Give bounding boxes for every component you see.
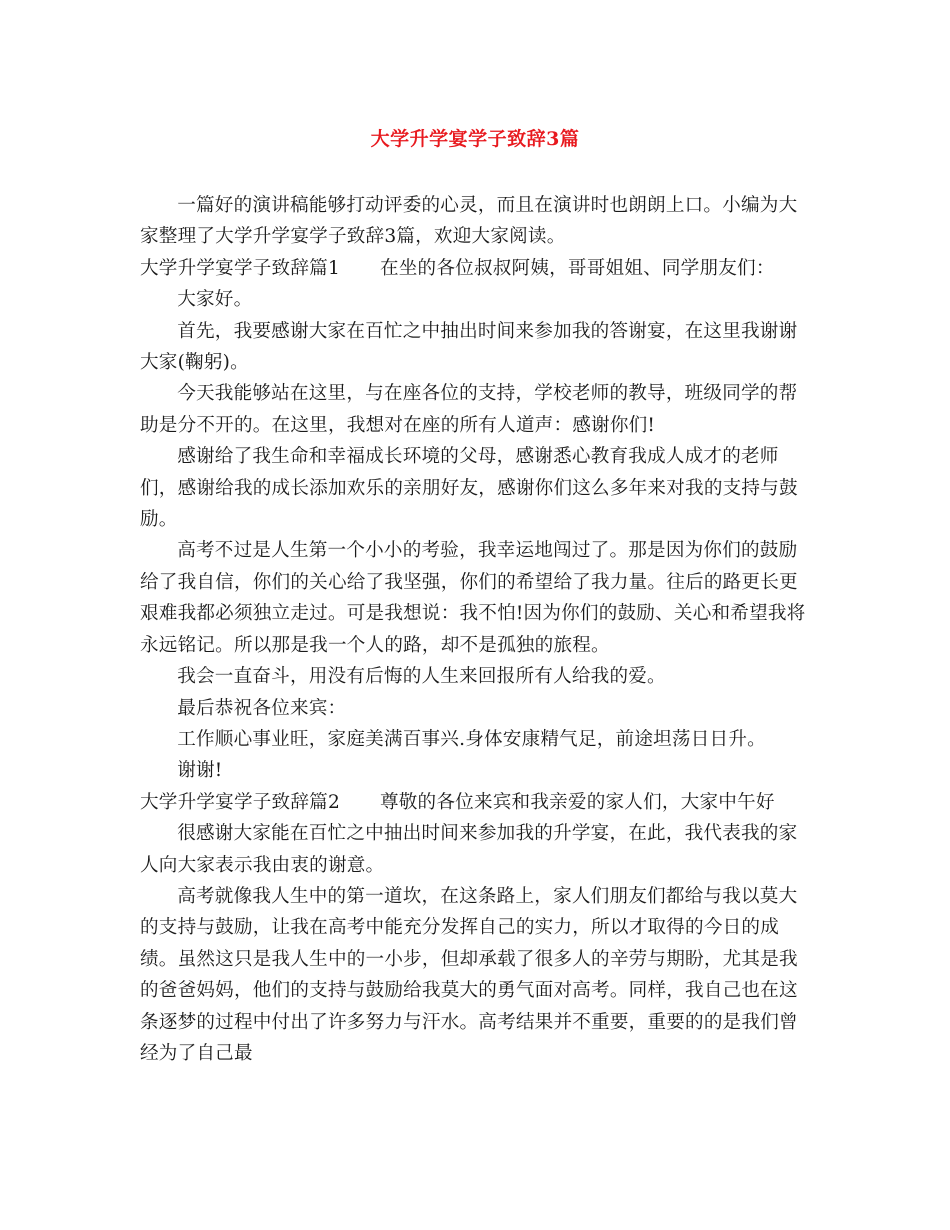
speech1-heading-line bbox=[140, 253, 812, 284]
speech1-paragraph: 高考不过是人生第一个小小的考验，我幸运地闯过了。那是因为你们的鼓励给了我自信，你们的关心给了我坚强，你们的希望给了我力量。往后的路更长更艰难我都必须独立走过。可是我想说：我不怕!因为你们的鼓励、关心和希望我将永远铭记。所以那是我一个人的路，却不是孤独的旅程。 bbox=[140, 540, 806, 656]
document-title: 大学升学宴学子致辞3篇 bbox=[370, 128, 580, 150]
speech1-paragraph: 大家好。 bbox=[177, 289, 253, 311]
speech1-paragraph: 今天我能够站在这里，与在座各位的支持，学校老师的教导，班级同学的帮助是分不开的。在这里，我想对在座的所有人道声：感谢你们! bbox=[140, 383, 798, 436]
document-body bbox=[140, 190, 812, 1069]
speech1-paragraph: 最后恭祝各位来宾： bbox=[177, 697, 347, 719]
speech1-paragraph: 首先，我要感谢大家在百忙之中抽出时间来参加我的答谢宴，在这里我谢谢大家(鞠躬)。 bbox=[140, 320, 798, 374]
speech2-heading-line bbox=[140, 787, 812, 818]
speech1-paragraph: 感谢给了我生命和幸福成长环境的父母，感谢悉心教育我成人成才的老师们，感谢给我的成长添加欢乐的亲朋好友，感谢你们这么多年来对我的支持与鼓励。 bbox=[140, 446, 798, 531]
intro-paragraph: 一篇好的演讲稿能够打动评委的心灵，而且在演讲时也朗朗上口。小编为大家整理了大学升学宴学子致辞3篇，欢迎大家阅读。 bbox=[140, 195, 798, 248]
speech2-paragraph: 高考就像我人生中的第一道坎，在这条路上，家人们朋友们都给与我以莫大的支持与鼓励，让我在高考中能充分发挥自己的实力，所以才取得的今日的成绩。虽然这只是我人生中的一小步，但却承载了很多人的辛劳与期盼，尤其是我的爸爸妈妈，他们的支持与鼓励给我莫大的勇气面对高考。同样，我自己也在这条逐梦的过程中付出了许多努力与汗水。高考结果并不重要，重要的的是我们曾经为了自己最 bbox=[140, 885, 798, 1064]
speech2-paragraph: 很感谢大家能在百忙之中抽出时间来参加我的升学宴，在此，我代表我的家人向大家表示我由衷的谢意。 bbox=[140, 823, 798, 876]
speech1-opening: 在坐的各位叔叔阿姨，哥哥姐姐、同学朋友们： bbox=[379, 257, 775, 279]
speech1-paragraph: 我会一直奋斗，用没有后悔的人生来回报所有人给我的爱。 bbox=[177, 666, 666, 688]
speech1-paragraph: 谢谢! bbox=[177, 760, 223, 782]
speech1-paragraph: 工作顺心事业旺，家庭美满百事兴.身体安康精气足，前途坦荡日日升。 bbox=[177, 728, 766, 750]
speech2-opening: 尊敬的各位来宾和我亲爱的家人们，大家中午好 bbox=[379, 791, 775, 813]
speech2-heading: 大学升学宴学子致辞篇2 bbox=[140, 791, 340, 813]
speech1-heading: 大学升学宴学子致辞篇1 bbox=[140, 257, 340, 279]
